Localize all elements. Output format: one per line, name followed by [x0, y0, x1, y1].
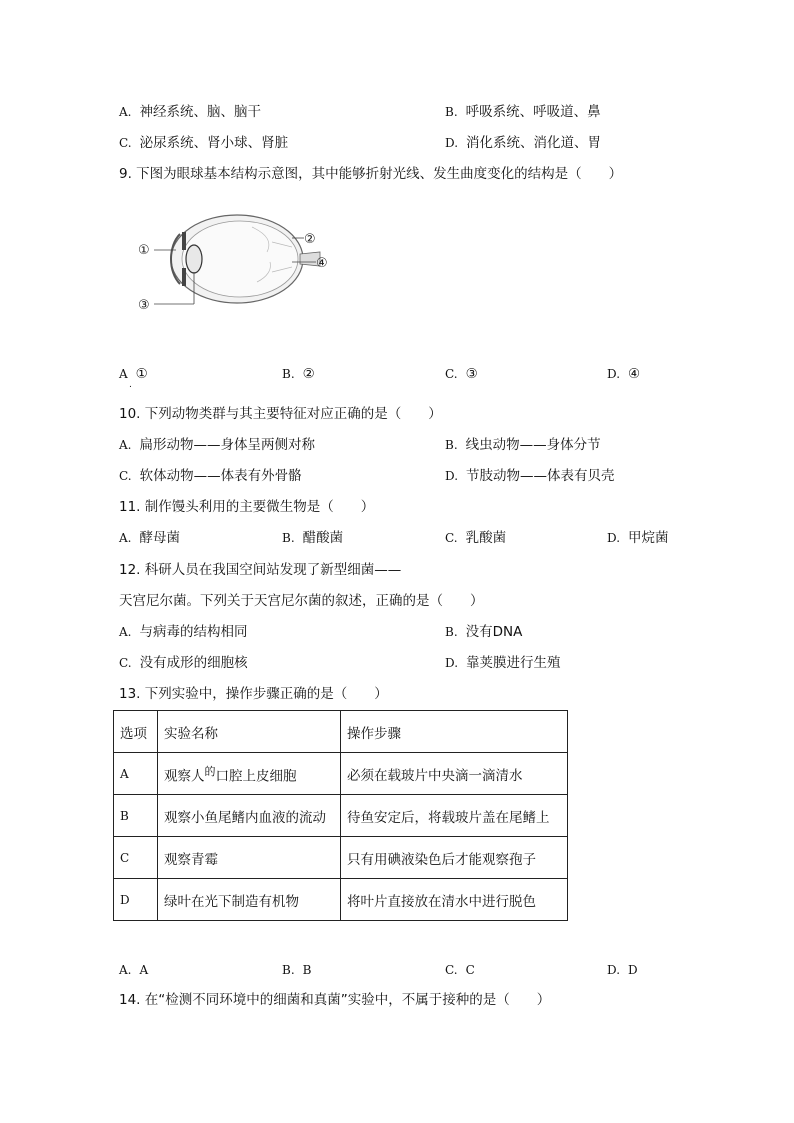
table-row [114, 795, 568, 837]
q8-option-b [445, 102, 601, 122]
q9-stem: 9. 下图为眼球基本结构示意图，其中能够折射光线、发生曲度变化的结构是（ ） [119, 166, 623, 182]
option-text: ② [302, 366, 315, 382]
option-text: B [302, 963, 312, 977]
option-text: 扁形动物——身体呈两侧对称 [139, 437, 315, 453]
q12-stem-line1: 12. 科研人员在我国空间站发现了新型细菌—— [119, 562, 402, 578]
option-text: ④ [628, 366, 641, 382]
table-cell-step: 待鱼安定后，将载玻片盖在尾鳍上 [341, 795, 568, 837]
label-3: ③ [138, 298, 150, 313]
option-text: 没有DNA [465, 624, 523, 640]
option-text: 节肢动物——体表有贝壳 [466, 468, 615, 484]
iris-top [182, 232, 186, 250]
table-cell-step: 必须在载玻片中央滴一滴清水 [341, 753, 568, 795]
q13-stem: 13. 下列实验中，操作步骤正确的是（ ） [119, 686, 388, 702]
name-text: 口腔上皮细胞 [215, 768, 297, 785]
option-text: 软体动物——体表有外骨骼 [139, 468, 302, 484]
option-letter: C. [119, 656, 132, 670]
q8-option-c [119, 133, 288, 153]
label-4: ④ [316, 256, 328, 271]
option-letter: A. [119, 531, 132, 545]
table-header: 选项 [114, 711, 158, 753]
table-row [114, 753, 568, 795]
q12-stem-line2: 天宫尼尔菌。下列关于天宫尼尔菌的叙述，正确的是（ ） [119, 593, 484, 609]
option-text: 呼吸系统、呼吸道、鼻 [465, 104, 601, 120]
option-letter: B. [445, 625, 458, 639]
option-text: 消化系统、消化道、胃 [466, 135, 602, 151]
table-row [114, 837, 568, 879]
q11-option-c [445, 528, 506, 548]
option-text: D [628, 963, 638, 977]
table-cell-step: 只有用碘液染色后才能观察孢子 [341, 837, 568, 879]
table-cell-name: 绿叶在光下制造有机物 [158, 879, 341, 921]
iris-bottom [182, 268, 186, 286]
option-letter: A. [119, 438, 132, 452]
option-letter: C. [445, 531, 458, 545]
option-text: 甲烷菌 [628, 530, 669, 546]
q11-option-b [282, 528, 343, 548]
option-letter: C. [445, 963, 458, 977]
lens [186, 245, 202, 273]
q10-option-b [445, 435, 601, 455]
option-letter: D. [445, 136, 459, 150]
option-text: 没有成形的细胞核 [139, 655, 248, 671]
option-letter: D. [607, 367, 621, 381]
table-header: 操作步骤 [341, 711, 568, 753]
table-cell-name: 观察青霉 [158, 837, 341, 879]
table-cell-name: 观察小鱼尾鳍内血液的流动 [158, 795, 341, 837]
name-text: 观察人 [164, 768, 205, 785]
option-letter: B. [282, 367, 295, 381]
q13-option-a [119, 960, 156, 980]
eyeball-diagram [132, 212, 342, 322]
experiment-table [113, 710, 568, 921]
table-cell-option: A [114, 753, 158, 795]
option-text: 神经系统、脑、脑干 [139, 104, 261, 120]
table-cell-name [158, 753, 341, 795]
option-letter: D. [445, 469, 459, 483]
q9-option-a [119, 364, 148, 384]
q10-stem: 10. 下列动物类群与其主要特征对应正确的是（ ） [119, 406, 442, 422]
q12-option-d [445, 653, 561, 673]
q12-option-c [119, 653, 248, 673]
option-letter: B. [445, 438, 458, 452]
q10-option-d [445, 466, 615, 486]
table-cell-option: B [114, 795, 158, 837]
option-text: 醋酸菌 [302, 530, 344, 546]
q11-option-d [607, 528, 669, 548]
q14-stem: 14. 在“检测不同环境中的细菌和真菌”实验中，不属于接种的是（ ） [119, 992, 551, 1008]
q13-option-d [607, 960, 646, 980]
option-text: 乳酸菌 [465, 530, 507, 546]
option-letter: A. [119, 105, 132, 119]
table-cell-option: D [114, 879, 158, 921]
q13-option-c [445, 960, 483, 980]
option-text: 泌尿系统、肾小球、肾脏 [139, 135, 289, 151]
q10-option-c [119, 466, 302, 486]
table-header-row [114, 711, 568, 753]
table-cell-step: 将叶片直接放在清水中进行脱色 [341, 879, 568, 921]
option-letter: A. [119, 625, 132, 639]
option-text: C [465, 963, 475, 977]
option-text: 与病毒的结构相同 [139, 624, 248, 640]
option-text: ① [135, 366, 148, 382]
q10-option-a [119, 435, 315, 455]
table-cell-option: C [114, 837, 158, 879]
q9-option-c [445, 364, 478, 384]
option-text: ③ [465, 366, 478, 382]
option-letter: C. [445, 367, 458, 381]
q13-option-b [282, 960, 319, 980]
q9-option-b [282, 364, 315, 384]
option-text: A [139, 963, 149, 977]
option-letter: C. [119, 469, 132, 483]
option-letter: B. [445, 105, 458, 119]
stray-dot: . [129, 380, 132, 390]
q8-option-d [445, 133, 601, 153]
option-letter: C. [119, 136, 132, 150]
q8-option-a [119, 102, 261, 122]
option-letter: D. [445, 656, 459, 670]
option-letter: D. [607, 963, 621, 977]
q12-option-b [445, 622, 522, 642]
table-row [114, 879, 568, 921]
option-text: 靠荚膜进行生殖 [466, 655, 561, 671]
table-header: 实验名称 [158, 711, 341, 753]
option-letter: B. [282, 963, 295, 977]
q11-option-a [119, 528, 180, 548]
label-1: ① [138, 243, 150, 258]
option-text: 线虫动物——身体分节 [465, 437, 601, 453]
option-letter: D. [607, 531, 621, 545]
name-superscript: 的 [204, 764, 216, 778]
option-text: 酵母菌 [139, 530, 180, 546]
q11-stem: 11. 制作馒头利用的主要微生物是（ ） [119, 499, 375, 515]
option-letter: B. [282, 531, 295, 545]
q12-option-a [119, 622, 247, 642]
q9-option-d [607, 364, 640, 384]
option-letter: A [119, 367, 128, 381]
label-2: ② [304, 232, 316, 247]
option-letter: A. [119, 963, 132, 977]
